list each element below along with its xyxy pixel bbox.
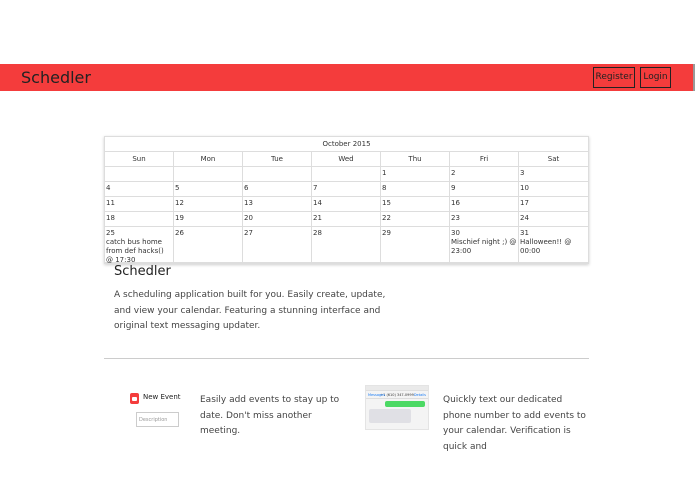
calendar-day-cell[interactable] [381, 197, 450, 212]
calendar-day-cell[interactable] [450, 212, 519, 227]
intro-description: A scheduling application built for you. Easily create, update, and view your calendar. Featuring a stunning interface and original text messaging updater. [114, 290, 386, 331]
calendar-day-cell[interactable] [174, 197, 243, 212]
calendar-day-cell[interactable] [174, 182, 243, 197]
calendar-day-cell[interactable] [243, 212, 312, 227]
calendar-day-cell[interactable] [381, 167, 450, 182]
weekday-header: Sun [105, 152, 174, 167]
calendar-day-cell[interactable] [519, 227, 588, 263]
day-number: 6 [244, 184, 249, 192]
feature-text-messaging-text: Quickly text our dedicated phone number to add events to your calendar. Verification is quick and [443, 395, 586, 452]
day-number: 2 [451, 169, 456, 177]
day-number: 10 [520, 184, 529, 192]
calendar-day-cell[interactable] [519, 212, 588, 227]
calendar-day-cell[interactable] [312, 227, 381, 263]
day-number: 5 [175, 184, 180, 192]
calendar-day-cell[interactable] [243, 197, 312, 212]
calendar-day-cell[interactable] [450, 182, 519, 197]
phone-back-label: Messages [368, 393, 386, 397]
calendar-event[interactable]: Halloween!! @ 00:00 [520, 238, 572, 255]
day-number: 8 [382, 184, 387, 192]
calendar-grid [105, 152, 588, 263]
day-number: 29 [382, 229, 391, 237]
calendar-day-cell[interactable] [519, 167, 588, 182]
calendar-day-cell[interactable] [243, 227, 312, 263]
section-divider [104, 358, 589, 359]
calendar-day-cell[interactable] [174, 167, 243, 182]
day-number: 23 [451, 214, 460, 222]
calendar-day-cell[interactable] [381, 182, 450, 197]
calendar-day-cell[interactable] [519, 197, 588, 212]
day-number: 9 [451, 184, 456, 192]
day-number: 20 [244, 214, 253, 222]
page-viewport [0, 64, 695, 452]
calendar-day-cell[interactable] [312, 167, 381, 182]
day-number: 18 [106, 214, 115, 222]
calendar-day-cell[interactable] [450, 167, 519, 182]
calendar-day-cell[interactable] [105, 182, 174, 197]
phone-message-header [366, 391, 428, 399]
day-number: 28 [313, 229, 322, 237]
new-event-thumbnail [128, 390, 182, 430]
weekday-header: Sat [519, 152, 588, 167]
day-number: 19 [175, 214, 184, 222]
day-number: 31 [520, 229, 529, 237]
feature-add-events-text: Easily add events to stay up to date. Don't miss another meeting. [200, 395, 340, 436]
day-number: 3 [520, 169, 525, 177]
calendar-day-cell[interactable] [450, 197, 519, 212]
day-number: 30 [451, 229, 460, 237]
day-number: 27 [244, 229, 253, 237]
register-button[interactable]: Register [593, 67, 635, 88]
calendar-day-cell[interactable] [381, 212, 450, 227]
brand-logo[interactable]: Schedler [21, 68, 91, 87]
new-event-title: New Event [143, 393, 181, 401]
calendar-day-cell[interactable] [243, 182, 312, 197]
day-number: 14 [313, 199, 322, 207]
calendar-day-cell[interactable] [312, 212, 381, 227]
calendar-event[interactable]: catch bus home from def hacks() @ 17:30 [106, 238, 164, 264]
calendar-day-cell[interactable] [312, 182, 381, 197]
day-number: 11 [106, 199, 115, 207]
calendar-day-cell[interactable] [450, 227, 519, 263]
weekday-header: Thu [381, 152, 450, 167]
day-number: 21 [313, 214, 322, 222]
calendar-day-cell[interactable] [105, 167, 174, 182]
day-number: 17 [520, 199, 529, 207]
weekday-header: Fri [450, 152, 519, 167]
new-event-icon [130, 393, 139, 404]
calendar-day-cell[interactable] [174, 227, 243, 263]
day-number: 15 [382, 199, 391, 207]
calendar-day-cell[interactable] [519, 182, 588, 197]
calendar-day-cell[interactable] [105, 212, 174, 227]
day-number: 25 [106, 229, 115, 237]
calendar-day-cell[interactable] [174, 212, 243, 227]
day-number: 1 [382, 169, 387, 177]
day-number: 16 [451, 199, 460, 207]
day-number: 12 [175, 199, 184, 207]
calendar-day-cell[interactable] [105, 227, 174, 263]
calendar-event[interactable]: Mischief night ;) @ 23:00 [451, 238, 517, 255]
weekday-header: Wed [312, 152, 381, 167]
day-number: 4 [106, 184, 111, 192]
intro-title: Schedler [114, 264, 171, 279]
day-number: 24 [520, 214, 529, 222]
calendar-day-cell[interactable] [243, 167, 312, 182]
phone-details-label: Details [413, 393, 426, 397]
day-number: 7 [313, 184, 318, 192]
navbar [0, 64, 695, 91]
weekday-header: Tue [243, 152, 312, 167]
calendar-month-title: October 2015 [105, 137, 588, 152]
incoming-message-bubble [369, 409, 411, 423]
login-button[interactable]: Login [640, 67, 671, 88]
phone-messages-thumbnail [365, 385, 429, 430]
description-input-preview: Description [136, 412, 179, 427]
phone-contact-number: +1 (610) 347-0999 [380, 393, 414, 397]
day-number: 13 [244, 199, 253, 207]
outgoing-message-bubble [385, 401, 425, 407]
calendar [104, 136, 589, 264]
calendar-day-cell[interactable] [381, 227, 450, 263]
weekday-header: Mon [174, 152, 243, 167]
day-number: 22 [382, 214, 391, 222]
calendar-day-cell[interactable] [312, 197, 381, 212]
day-number: 26 [175, 229, 184, 237]
calendar-day-cell[interactable] [105, 197, 174, 212]
